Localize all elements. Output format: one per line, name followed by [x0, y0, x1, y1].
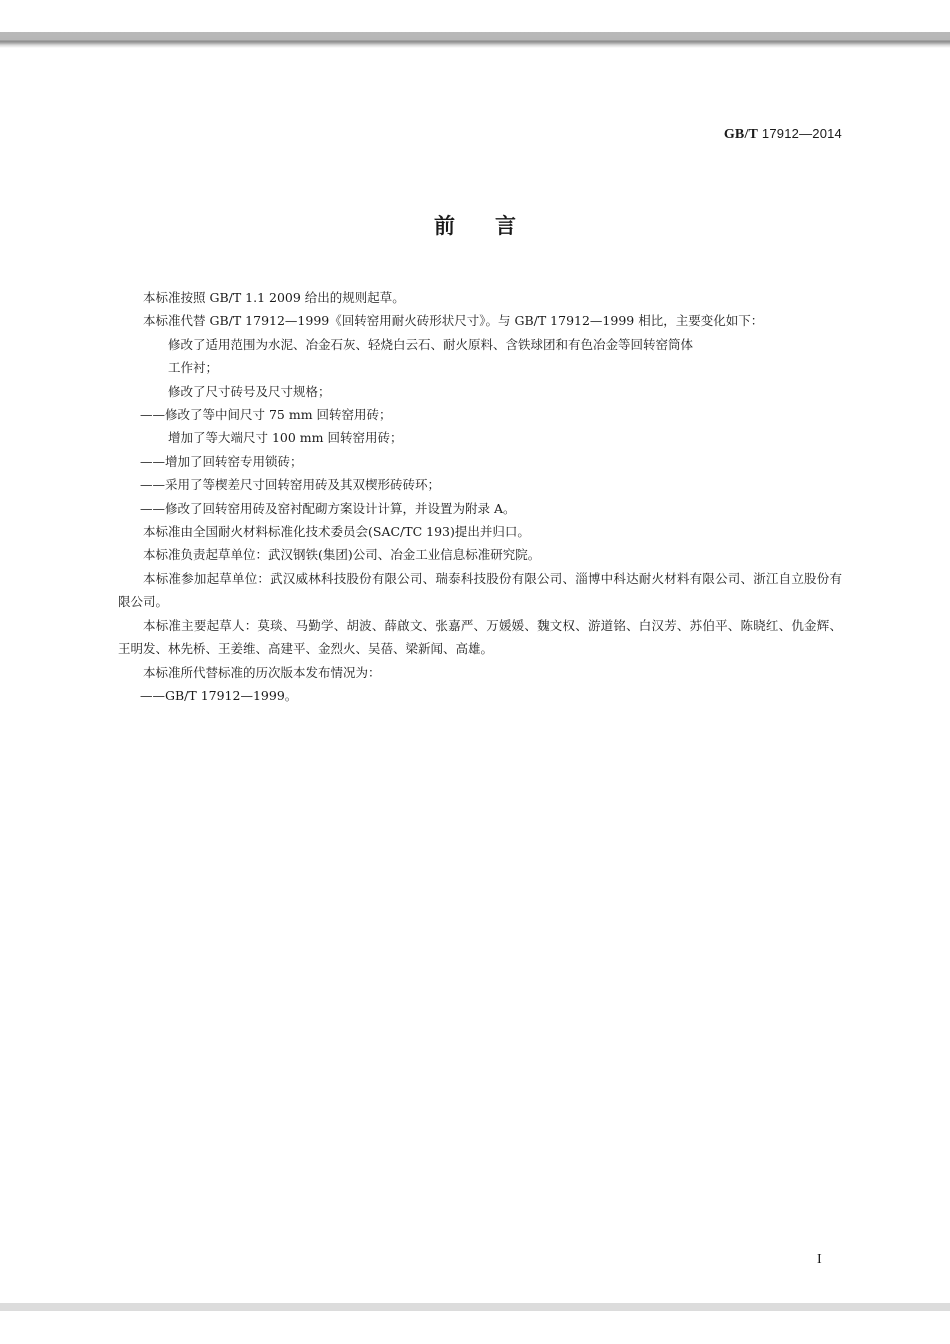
history-item: ——GB/T 17912—1999。	[140, 687, 298, 703]
paragraph-main-drafters: 本标准主要起草人：莫琰、马勤学、胡波、薛啟文、张嘉严、万媛媛、魏文权、游道铭、白汉芳、苏伯平、陈晓红、仇金辉、王明发、林先桥、王姜维、高建平、金烈火、吴蓓、梁新闻、高雄。	[118, 617, 842, 657]
change-item: ——采用了等楔差尺寸回转窑用砖及其双楔形砖砖环；	[140, 477, 441, 493]
standard-code-number: 17912—2014	[761, 126, 842, 141]
changes-list	[118, 333, 842, 520]
standard-code-prefix: GB/T	[723, 127, 759, 142]
change-item: 修改了尺寸砖号及尺寸规格；	[168, 383, 331, 399]
change-item-continuation: 工作衬；	[168, 360, 219, 376]
change-item: 修改了适用范围为水泥、冶金石灰、轻烧白云石、耐火原料、含铁球团和有色冶金等回转窑筒体 工作衬；	[118, 333, 842, 380]
paragraph-replaces: 本标准代替 GB/T 17912—1999《回转窑用耐火砖形状尺寸》。与 GB/T 17912—1999 相比，主要变化如下：	[143, 313, 764, 329]
paragraph-drafting-rules: 本标准按照 GB/T 1.1 2009 给出的规则起草。	[143, 290, 405, 305]
page-title: 前言	[434, 214, 556, 238]
paragraph-proposed-by: 本标准由全国耐火材料标准化技术委员会(SAC/TC 193)提出并归口。	[143, 524, 530, 540]
document-body	[118, 286, 842, 707]
change-item: 增加了等大端尺寸 100 mm 回转窑用砖；	[168, 430, 403, 446]
change-item: ——修改了等中间尺寸 75 mm 回转窑用砖；	[140, 407, 392, 423]
standard-code	[724, 126, 842, 143]
paragraph-participating-drafters: 本标准参加起草单位：武汉威林科技股份有限公司、瑞泰科技股份有限公司、淄博中科达耐火材料有限公司、浙江自立股份有限公司。	[118, 570, 842, 610]
page-number: I	[817, 1252, 822, 1267]
viewer-bottom-border	[0, 1303, 950, 1311]
change-item: ——增加了回转窑专用锁砖；	[140, 453, 303, 469]
paragraph-history-intro: 本标准所代替标准的历次版本发布情况为：	[143, 664, 381, 680]
paragraph-responsible-drafters: 本标准负责起草单位：武汉钢铁(集团)公司、冶金工业信息标准研究院。	[143, 547, 541, 563]
viewer-top-border	[0, 32, 950, 48]
change-item: ——修改了回转窑用砖及窑衬配砌方案设计计算，并设置为附录 A。	[140, 500, 516, 516]
